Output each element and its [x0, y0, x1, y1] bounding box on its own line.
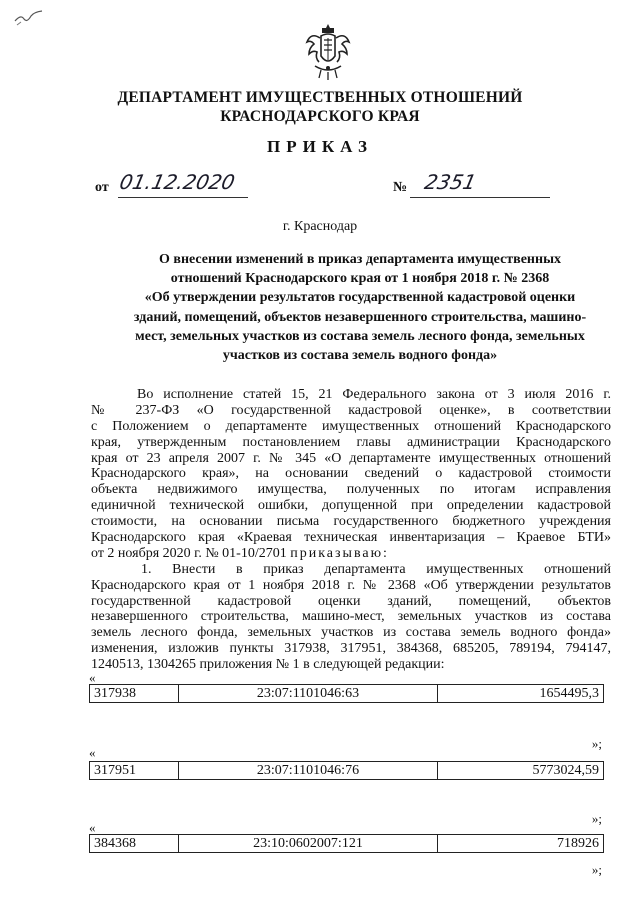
subject-line: зданий, помещений, объектов незавершенного строительства, машино-	[133, 309, 587, 325]
order-word: приказываю:	[290, 545, 389, 561]
body-line: 1240513, 1304265 приложения № 1 в следующей редакции:	[91, 657, 445, 673]
closing-quote: »;	[591, 862, 602, 877]
amendment-table	[89, 834, 604, 853]
body-line-order	[91, 546, 611, 562]
table-row	[90, 762, 604, 780]
coat-of-arms-emblem-icon	[303, 22, 353, 82]
opening-quote: «	[89, 670, 96, 685]
number-underline	[410, 197, 550, 198]
body-line: объекта недвижимого имущества, полученных по итогам исправления	[91, 482, 611, 498]
number-label: №	[393, 180, 408, 195]
body-paragraphs	[91, 387, 611, 673]
subject-heading	[125, 250, 595, 365]
table-cell-id: 317938	[90, 685, 179, 703]
body-line: от 2 ноября 2020 г. № 01-10/2701	[91, 545, 287, 561]
body-line: края от 23 апреля 2007 г. № 345 «О департаменте имущественных отношений	[91, 450, 611, 466]
body-line: Краснодарского края «Краевая техническая инвентаризация – Краевое БТИ»	[91, 530, 611, 546]
department-name-line1: ДЕПАРТАМЕНТ ИМУЩЕСТВЕННЫХ ОТНОШЕНИЙ	[117, 89, 523, 106]
handwritten-mark	[12, 8, 46, 28]
body-line: изменения, изложив пункты 317938, 317951, 384368, 685205, 789194, 794147,	[91, 641, 611, 657]
body-line: государственной кадастровой оценки зданий, помещений, объектов	[91, 593, 611, 609]
table-cell-cadastral: 23:07:1101046:76	[179, 762, 438, 780]
body-line: незавершенного строительства, машино-мест, земельных участков из состава	[91, 609, 611, 625]
closing-quote: »;	[591, 811, 602, 826]
opening-quote: «	[89, 745, 96, 760]
table-row	[90, 685, 604, 703]
body-line: стоимости, на основании письма государственного бюджетного учреждения	[91, 514, 611, 530]
document-title: ПРИКАЗ	[267, 137, 373, 156]
body-line: единичной технической ошибки, допущенной при определении кадастровой	[91, 498, 611, 514]
department-name-line2: КРАСНОДАРСКОГО КРАЯ	[220, 108, 420, 125]
subject-line: О внесении изменений в приказ департамента имущественных	[159, 252, 561, 267]
number-value: 2351	[422, 170, 479, 194]
amendment-table	[89, 761, 604, 780]
table-cell-cadastral: 23:07:1101046:63	[179, 685, 438, 703]
subject-line: «Об утверждении результатов государственной кадастровой оценки	[144, 290, 576, 306]
body-line: Во исполнение статей 15, 21 Федерального закона от 3 июля 2016 г.	[137, 387, 611, 402]
subject-line: участков из состава земель водного фонда»	[222, 348, 498, 364]
subject-line: отношений Краснодарского края от 1 ноября 2018 г. № 2368	[170, 271, 550, 287]
subject-line: мест, земельных участков из состава земель лесного фонда, земельных	[135, 328, 585, 344]
closing-quote: »;	[591, 736, 602, 751]
table-cell-value: 1654495,3	[438, 685, 604, 703]
body-line: 1. Внести в приказ департамента имущественных отношений	[141, 561, 611, 577]
date-value: 01.12.2020	[117, 170, 238, 194]
body-line: № 237-ФЗ «О государственной кадастровой оценке», в соответствии	[91, 402, 611, 418]
amendment-row-1	[89, 670, 604, 751]
body-line: с Положением о департаменте имущественных отношений Краснодарского	[91, 418, 611, 434]
body-line: Краснодарского края», на основании сведений о кадастровой стоимости	[91, 466, 611, 482]
table-cell-id: 384368	[90, 835, 179, 853]
date-label: от	[95, 180, 109, 195]
date-number-row	[0, 170, 640, 204]
table-cell-value: 5773024,59	[438, 762, 604, 780]
date-underline	[118, 197, 248, 198]
amendment-row-2	[89, 745, 604, 826]
amendment-row-3	[89, 820, 604, 884]
table-cell-value: 718926	[438, 835, 604, 853]
table-cell-id: 317951	[90, 762, 179, 780]
table-cell-cadastral: 23:10:0602007:121	[179, 835, 438, 853]
opening-quote: «	[89, 820, 96, 835]
body-line: края, утвержденным постановлением главы администрации Краснодарского	[91, 434, 611, 450]
body-line: Краснодарского края от 1 ноября 2018 г. № 2368 «Об утверждении результатов	[91, 577, 611, 593]
amendment-table	[89, 684, 604, 703]
city-line: г. Краснодар	[282, 219, 358, 234]
body-line: земель лесного фонда, земельных участков из состава земель водного фонда»	[91, 625, 611, 641]
table-row	[90, 835, 604, 853]
